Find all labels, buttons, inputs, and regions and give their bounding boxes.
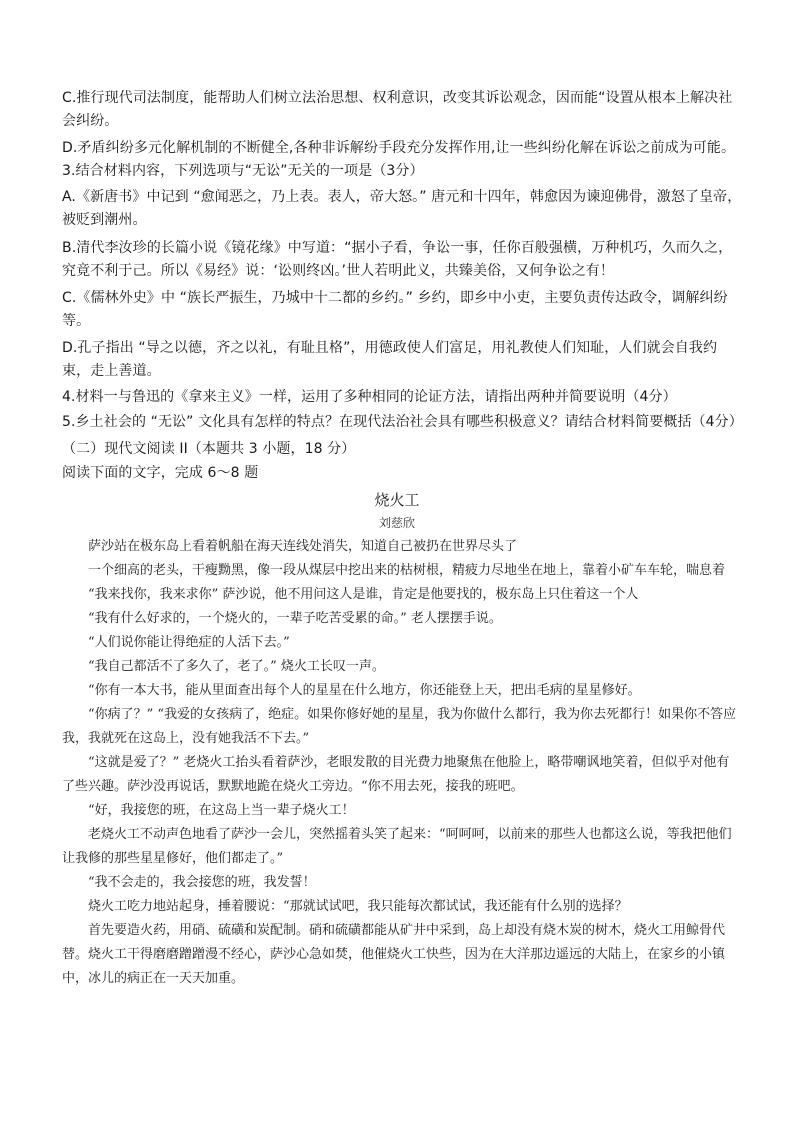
question-3-option-b bbox=[62, 237, 742, 283]
option-c-text: C.推行现代司法制度，能帮助人们树立法治思想、权利意识，改变其诉讼观念，因而能“设置从根本上解决社会纠纷。 bbox=[62, 90, 733, 129]
section-heading-text: （二）现代文阅读 II（本题共 3 小题，18 分） bbox=[62, 441, 356, 457]
story-paragraph: 萨沙站在极东岛上看着帆船在海天连线处消失，知道自己被扔在世界尽头了 bbox=[88, 539, 518, 554]
question-4 bbox=[62, 386, 742, 409]
story-title: 烧火工 bbox=[374, 491, 420, 509]
question-5 bbox=[62, 411, 742, 434]
story-paragraph: 一个细高的老头，干瘦黝黑，像一段从煤层中挖出来的枯树根，精疲力尽地坐在地上，靠着小矿车车轮，喘息着 bbox=[88, 563, 726, 578]
story-paragraph: “我不会走的，我会接您的班，我发誓！ bbox=[88, 875, 316, 890]
story-paragraph: “你有一本大书，能从里面查出每个人的星星在什么地方，你还能登上天，把出毛病的星星修好。 bbox=[88, 683, 641, 698]
story-paragraph: “我有什么好求的，一个烧火的，一辈子吃苦受累的命。” 老人摆摆手说。 bbox=[88, 611, 502, 626]
story-author: 刘慈欣 bbox=[378, 516, 415, 530]
question-5-text: 5.乡土社会的 “无讼” 文化具有怎样的特点？在现代法治社会具有哪些积极意义？请结合材料简要概括（4分） bbox=[62, 414, 743, 430]
option-d bbox=[62, 137, 742, 160]
option-c bbox=[62, 87, 742, 133]
story-paragraph: “你病了？” “我爱的女孩病了，绝症。如果你修好她的星星，我为你做什么都行，我为你去死都行！如果你不答应我，我就死在这岛上，没有她我活不下去。” bbox=[62, 707, 737, 746]
question-3-option-a bbox=[62, 186, 742, 232]
section-heading bbox=[62, 438, 742, 461]
story-paragraph: “好，我接您的班，在这岛上当一辈子烧火工！ bbox=[88, 803, 355, 818]
reading-instruction bbox=[62, 462, 742, 485]
story-paragraph: 老烧火工不动声色地看了萨沙一会儿，突然摇着头笑了起来：“呵呵呵，以前来的那些人也都这么说，等我把他们让我修的那些星星修好，他们都走了。” bbox=[62, 827, 732, 866]
question-3-option-b-text: B.清代李汝珍的长篇小说《镜花缘》中写道：“据小子看，争讼一事，任你百般强横，万种机巧，久而久之，究竟不利于己。所以《易经》说：‘讼则终凶。’世人若明此义，共臻美俗，又何争讼之有！ bbox=[62, 240, 733, 279]
question-3 bbox=[62, 160, 742, 183]
question-3-text: 3.结合材料内容，下列选项与“无讼”无关的一项是（3分） bbox=[62, 163, 424, 179]
option-d-text: D.矛盾纠纷多元化解机制的不断健全,各种非诉解纷手段充分发挥作用,让一些纠纷化解在诉讼之前成为可能。 bbox=[62, 140, 736, 156]
question-3-option-a-text: A.《新唐书》中记到 “愈闻恶之，乃上表。表人，帝大怒。” 唐元和十四年，韩愈因为谏迎佛骨，激怒了皇帝，被贬到潮州。 bbox=[62, 189, 742, 228]
question-4-text: 4.材料一与鲁迅的《拿来主义》一样，运用了多种相同的论证方法，请指出两种并简要说明（4分） bbox=[62, 389, 677, 405]
story-paragraph: 首先要造火药，用硝、硫磺和炭配制。硝和硫磺都能从矿井中采到，岛上却没有烧木炭的树木，烧火工用鲸骨代替。烧火工干得磨磨蹭蹭漫不经心，萨沙心急如焚，他催烧火工快些，因为在大洋那边遥远的大陆上，在家乡的小镇中，冰儿的病正在一天天加重。 bbox=[62, 923, 726, 986]
story-paragraph: “我自己都活不了多久了，老了。” 烧火工长叹一声。 bbox=[88, 659, 385, 674]
story-body bbox=[62, 535, 742, 991]
reading-instruction-text: 阅读下面的文字，完成 6～8 题 bbox=[62, 465, 259, 481]
story-paragraph: “这就是爱了？” 老烧火工抬头看着萨沙，老眼发散的目光费力地聚焦在他脸上，略带嘲讽地笑着，但似乎对他有了些兴趣。萨沙没再说话，默默地跪在烧火工旁边。“你不用去死，接我的班吧。 bbox=[62, 755, 730, 794]
question-3-option-c-text: C.《儒林外史》中 “族长严振生，乃城中十二都的乡约。” 乡约，即乡中小吏，主要负责传达政令，调解纠纷等。 bbox=[62, 290, 728, 329]
story-paragraph: “人们说你能让得绝症的人活下去。” bbox=[88, 635, 290, 650]
question-3-option-d-text: D.孔子指出 “导之以德，齐之以礼，有耻且格”，用德政使人们富足，用礼教使人们知耻，人们就会自我约束，走上善道。 bbox=[62, 340, 718, 379]
story-paragraph: 烧火工吃力地站起身，捶着腰说：“那就试试吧，我只能每次都试试，我还能有什么别的选择？ bbox=[88, 899, 628, 914]
question-3-option-c bbox=[62, 287, 742, 333]
story-paragraph: “我来找你，我来求你” 萨沙说，他不用问这人是谁，肯定是他要找的，极东岛上只住着这一个人 bbox=[88, 587, 639, 602]
question-3-option-d bbox=[62, 337, 742, 383]
